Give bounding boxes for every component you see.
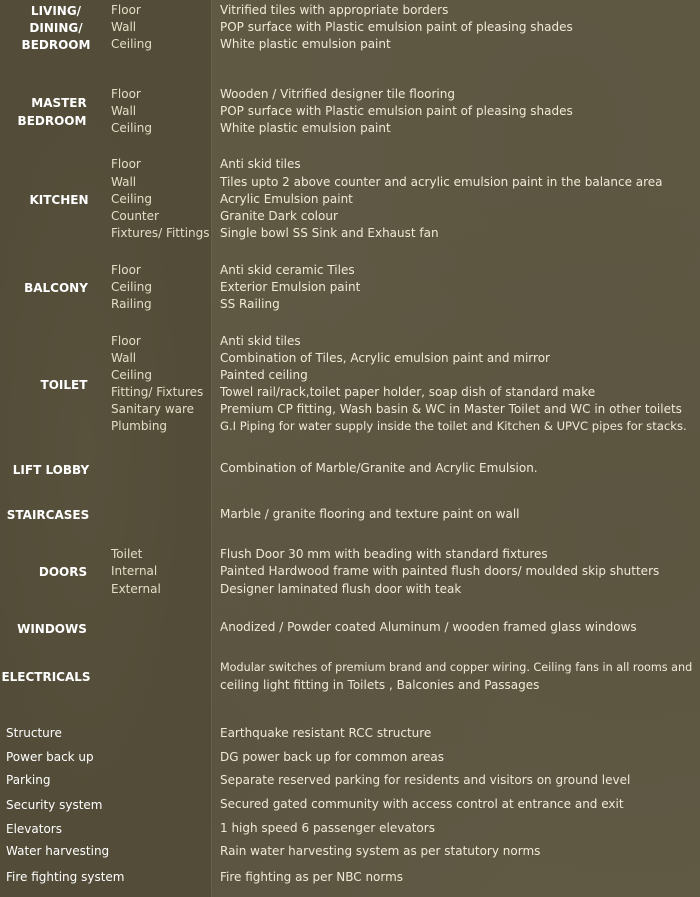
- doors-toilet-label: Toilet: [111, 547, 143, 561]
- parking-value: Separate reserved parking for residents and visitors on ground level: [220, 773, 631, 787]
- category-electricals: ELECTRICALS: [1, 670, 91, 684]
- kitchen-wall-label: Wall: [111, 175, 137, 189]
- balcony-ceiling-label: Ceiling: [111, 280, 152, 294]
- doors-toilet-value: Flush Door 30 mm with beading with standard fixtures: [220, 547, 548, 561]
- elevators-label: Elevators: [6, 822, 62, 836]
- living-floor-label: Floor: [111, 3, 141, 17]
- power-backup-label: Power back up: [6, 750, 94, 764]
- toilet-sanitary-label: Sanitary ware: [111, 402, 195, 416]
- toilet-floor-value: Anti skid tiles: [220, 334, 301, 348]
- toilet-floor-label: Floor: [111, 334, 141, 348]
- structure-value: Earthquake resistant RCC structure: [220, 726, 432, 740]
- balcony-railing-label: Railing: [111, 297, 152, 311]
- column-divider: [211, 0, 212, 897]
- category-master-line-2: BEDROOM: [17, 114, 87, 128]
- windows-value: Anodized / Powder coated Aluminum / wooden framed glass windows: [220, 620, 637, 634]
- electricals-value-line-2: ceiling light fitting in Toilets , Balconies and Passages: [220, 678, 540, 692]
- security-system-value: Secured gated community with access control at entrance and exit: [220, 797, 624, 811]
- doors-internal-value: Painted Hardwood frame with painted flush doors/ moulded skip shutters: [220, 564, 660, 578]
- balcony-floor-value: Anti skid ceramic Tiles: [220, 263, 355, 277]
- parking-label: Parking: [6, 773, 51, 787]
- category-windows: WINDOWS: [17, 622, 87, 636]
- category-living-line-1: LIVING/: [30, 4, 82, 18]
- kitchen-ceiling-label: Ceiling: [111, 192, 152, 206]
- category-living-line-3: BEDROOM: [21, 38, 91, 52]
- kitchen-fixtures-label: Fixtures/ Fittings: [111, 226, 210, 240]
- water-harvesting-label: Water harvesting: [6, 844, 110, 858]
- balcony-ceiling-value: Exterior Emulsion paint: [220, 280, 361, 294]
- master-ceiling-label: Ceiling: [111, 121, 152, 135]
- living-wall-value: POP surface with Plastic emulsion paint of pleasing shades: [220, 20, 573, 34]
- doors-external-value: Designer laminated flush door with teak: [220, 582, 462, 596]
- category-toilet: TOILET: [40, 378, 88, 392]
- toilet-wall-label: Wall: [111, 351, 137, 365]
- master-wall-label: Wall: [111, 104, 137, 118]
- category-staircases: STAIRCASES: [6, 508, 90, 522]
- kitchen-floor-value: Anti skid tiles: [220, 157, 301, 171]
- doors-external-label: External: [111, 582, 161, 596]
- living-wall-label: Wall: [111, 20, 137, 34]
- kitchen-floor-label: Floor: [111, 157, 141, 171]
- living-ceiling-label: Ceiling: [111, 37, 152, 51]
- living-ceiling-value: White plastic emulsion paint: [220, 37, 391, 51]
- living-floor-value: Vitrified tiles with appropriate borders: [220, 3, 449, 17]
- staircases-value: Marble / granite flooring and texture paint on wall: [220, 507, 520, 521]
- toilet-fittings-label: Fitting/ Fixtures: [111, 385, 204, 399]
- toilet-ceiling-value: Painted ceiling: [220, 368, 308, 382]
- category-kitchen: KITCHEN: [29, 193, 89, 207]
- category-balcony: BALCONY: [24, 281, 88, 295]
- kitchen-counter-value: Granite Dark colour: [220, 209, 338, 223]
- security-system-label: Security system: [6, 798, 103, 812]
- fire-fighting-value: Fire fighting as per NBC norms: [220, 870, 404, 884]
- fire-fighting-label: Fire fighting system: [6, 870, 125, 884]
- toilet-plumbing-label: Plumbing: [111, 419, 168, 433]
- category-living-line-2: DINING/: [29, 21, 83, 35]
- toilet-fittings-value: Towel rail/rack,toilet paper holder, soap dish of standard make: [220, 385, 596, 399]
- kitchen-counter-label: Counter: [111, 209, 159, 223]
- toilet-plumbing-value: G.I Piping for water supply inside the toilet and Kitchen & UPVC pipes for stacks.: [220, 419, 687, 433]
- balcony-railing-value: SS Railing: [220, 297, 280, 311]
- elevators-value: 1 high speed 6 passenger elevators: [220, 821, 435, 835]
- category-master-line-1: MASTER: [31, 96, 87, 110]
- structure-label: Structure: [6, 726, 62, 740]
- category-doors: DOORS: [38, 565, 88, 579]
- toilet-wall-value: Combination of Tiles, Acrylic emulsion paint and mirror: [220, 351, 550, 365]
- master-floor-label: Floor: [111, 87, 141, 101]
- water-harvesting-value: Rain water harvesting system as per statutory norms: [220, 844, 541, 858]
- doors-internal-label: Internal: [111, 564, 158, 578]
- kitchen-wall-value: Tiles upto 2 above counter and acrylic emulsion paint in the balance area: [220, 175, 663, 189]
- balcony-floor-label: Floor: [111, 263, 141, 277]
- master-ceiling-value: White plastic emulsion paint: [220, 121, 391, 135]
- electricals-value-line-1: Modular switches of premium brand and copper wiring. Ceiling fans in all rooms and: [220, 661, 693, 674]
- lift-lobby-value: Combination of Marble/Granite and Acrylic Emulsion.: [220, 461, 538, 475]
- toilet-ceiling-label: Ceiling: [111, 368, 152, 382]
- master-wall-value: POP surface with Plastic emulsion paint of pleasing shades: [220, 104, 573, 118]
- kitchen-fixtures-value: Single bowl SS Sink and Exhaust fan: [220, 226, 439, 240]
- power-backup-value: DG power back up for common areas: [220, 750, 445, 764]
- kitchen-ceiling-value: Acrylic Emulsion paint: [220, 192, 353, 206]
- master-floor-value: Wooden / Vitrified designer tile flooring: [220, 87, 455, 101]
- toilet-sanitary-value: Premium CP fitting, Wash basin & WC in Master Toilet and WC in other toilets: [220, 402, 682, 416]
- category-lift-lobby: LIFT LOBBY: [12, 463, 90, 477]
